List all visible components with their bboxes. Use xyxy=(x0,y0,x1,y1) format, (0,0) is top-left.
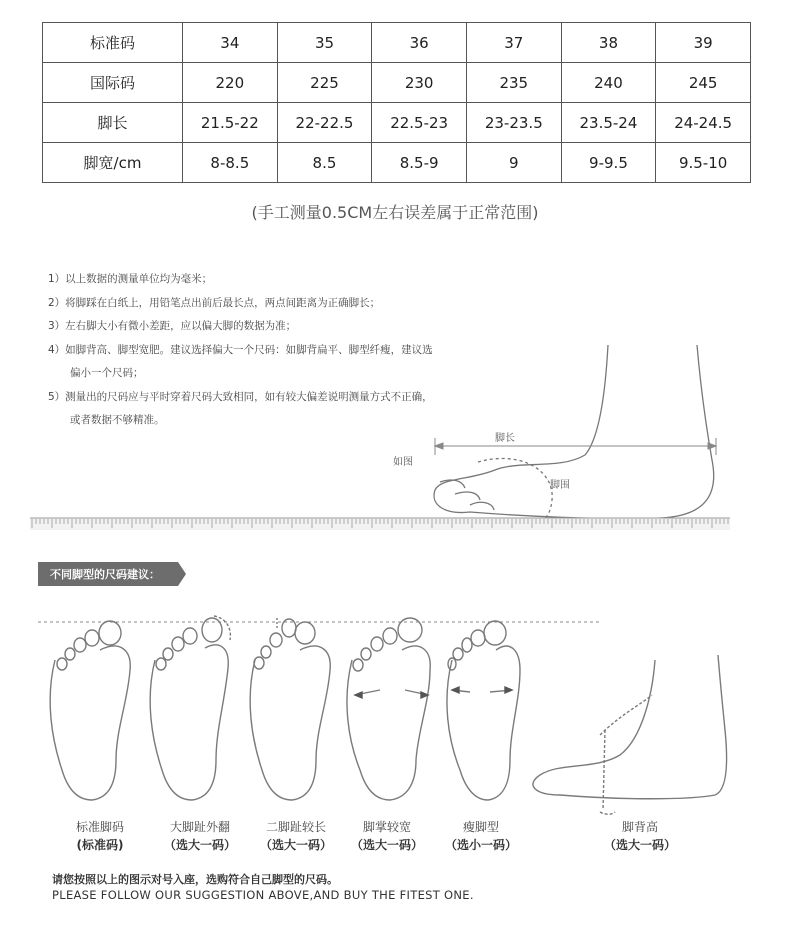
row-header: 脚宽/cm xyxy=(43,143,183,183)
table-cell: 8.5-9 xyxy=(372,143,467,183)
banner-text: 不同脚型的尺码建议： xyxy=(50,568,160,581)
foot-type-name: 大脚趾外翻 xyxy=(169,820,230,834)
table-cell: 36 xyxy=(372,23,467,63)
table-cell: 34 xyxy=(183,23,278,63)
tip-line: 2）将脚踩在白纸上，用铅笔点出前后最长点，两点间距离为正确脚长； xyxy=(48,296,381,309)
standard-foot-icon xyxy=(50,621,130,800)
row-header: 国际码 xyxy=(43,63,183,103)
foot-type-caption xyxy=(155,818,245,854)
high-instep-foot-icon xyxy=(533,655,727,814)
tip-line: 偏小一个尺码； xyxy=(70,367,144,379)
row-header: 脚长 xyxy=(43,103,183,143)
table-cell: 24-24.5 xyxy=(656,103,751,143)
table-cell: 37 xyxy=(466,23,561,63)
table-cell: 225 xyxy=(277,63,372,103)
arrow-left-icon xyxy=(452,687,459,693)
table-cell: 22.5-23 xyxy=(372,103,467,143)
foot-type-name: 标准脚码 xyxy=(75,820,124,834)
table-cell: 8-8.5 xyxy=(183,143,278,183)
foot-type-name: 脚掌较宽 xyxy=(362,820,411,834)
table-cell: 240 xyxy=(561,63,656,103)
tip-line: 3）左右脚大小有微小差距，应以偏大脚的数据为准； xyxy=(48,320,297,332)
foot-type-advice: （选大一码） xyxy=(350,838,423,852)
tip-line: 1）以上数据的测量单位均为毫米； xyxy=(48,273,213,285)
foot-length-label: 脚长 xyxy=(495,433,515,444)
slim-foot-icon xyxy=(447,621,520,800)
foot-type-caption xyxy=(436,818,526,854)
arrow-right-icon xyxy=(505,687,512,693)
table-cell: 220 xyxy=(183,63,278,103)
measurement-note: (手工测量0.5CM左右误差属于正常范围) xyxy=(251,203,539,222)
arrow-left-icon xyxy=(355,692,362,698)
bunion-foot-icon xyxy=(150,616,230,800)
table-cell: 21.5-22 xyxy=(183,103,278,143)
table-cell: 230 xyxy=(372,63,467,103)
foot-type-advice: （选大一码） xyxy=(603,838,676,852)
foot-type-advice: （选大一码） xyxy=(259,838,332,852)
long-second-toe-foot-icon xyxy=(250,618,330,800)
table-cell: 39 xyxy=(656,23,751,63)
tip-line: 或者数据不够精准。 xyxy=(70,414,165,426)
wide-foot-icon xyxy=(347,618,430,800)
foot-type-caption xyxy=(55,818,145,854)
foot-type-advice: (标准码) xyxy=(76,838,124,852)
footer-instruction-cn: 请您按照以上的图示对号入座，选购符合自己脚型的尺码。 xyxy=(52,873,338,886)
tip-line: 5）测量出的尺码应与平时穿着尺码大致相同，如有较大偏差说明测量方式不正确， xyxy=(48,390,433,403)
foot-type-banner xyxy=(38,560,188,588)
foot-type-caption xyxy=(595,818,685,854)
foot-type-caption xyxy=(342,818,432,854)
table-cell: 9-9.5 xyxy=(561,143,656,183)
example-label: 如图 xyxy=(393,457,413,468)
tip-line: 4）如脚背高、脚型宽肥。建议选择偏大一个尺码：如脚背扁平、脚型纤瘦，建议选 xyxy=(48,343,433,356)
table-cell: 35 xyxy=(277,23,372,63)
table-cell: 8.5 xyxy=(277,143,372,183)
foot-type-caption xyxy=(251,818,341,854)
row-header: 标准码 xyxy=(43,23,183,63)
table-cell: 245 xyxy=(656,63,751,103)
table-cell: 235 xyxy=(466,63,561,103)
table-cell: 23.5-24 xyxy=(561,103,656,143)
foot-type-advice: （选小一码） xyxy=(444,838,517,852)
table-cell: 9 xyxy=(466,143,561,183)
foot-type-name: 脚背高 xyxy=(621,820,658,834)
foot-length-dimension xyxy=(435,438,716,455)
ruler-bar xyxy=(30,518,730,530)
foot-girth-label: 脚围 xyxy=(550,480,570,491)
side-foot-illustration xyxy=(434,345,714,522)
footer-instruction-en: PLEASE FOLLOW OUR SUGGESTION ABOVE,AND BUY THE FITEST ONE. xyxy=(52,888,474,902)
foot-type-name: 二脚趾较长 xyxy=(265,820,326,834)
table-cell: 38 xyxy=(561,23,656,63)
table-cell: 22-22.5 xyxy=(277,103,372,143)
table-cell: 9.5-10 xyxy=(656,143,751,183)
foot-type-name: 瘦脚型 xyxy=(462,820,499,834)
foot-type-advice: （选大一码） xyxy=(163,838,236,852)
table-cell: 23-23.5 xyxy=(466,103,561,143)
